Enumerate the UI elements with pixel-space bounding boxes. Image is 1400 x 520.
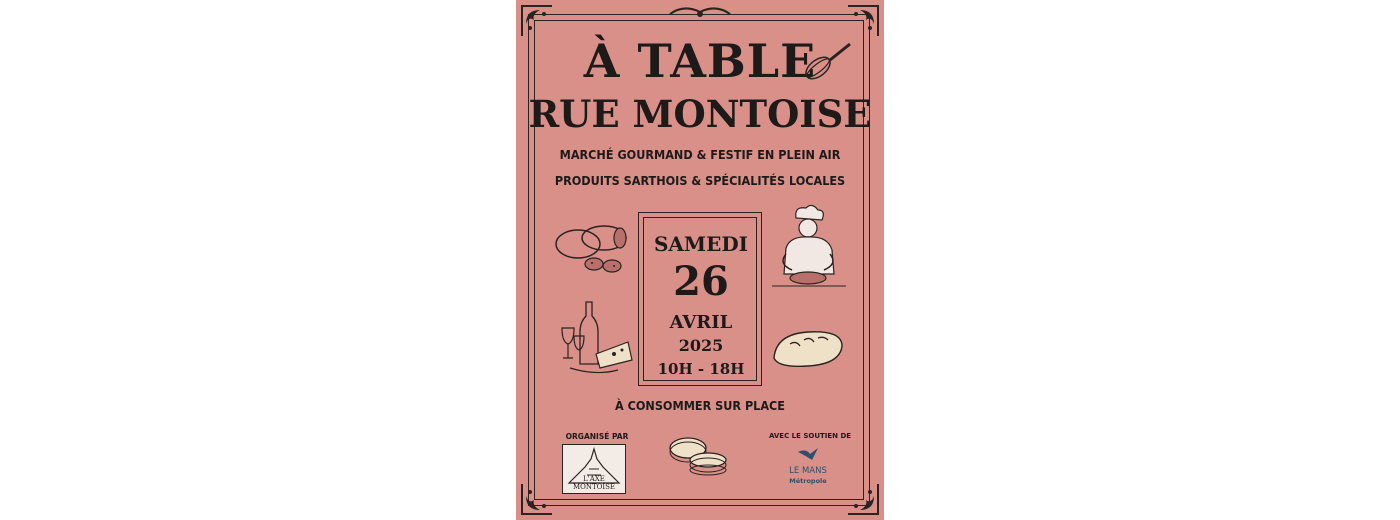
title-line-2: RUE MONTOISE — [528, 92, 872, 136]
corner-ornament-icon — [846, 482, 880, 516]
bread-illustration-icon — [768, 324, 848, 372]
whisk-icon — [802, 40, 854, 80]
organizer-logo-text: L'AXE MONTOISE — [572, 475, 616, 491]
subtitle-line-1: MARCHÉ GOURMAND & FESTIF EN PLEIN AIR — [559, 147, 841, 162]
date-day: SAMEDI — [653, 232, 749, 256]
sponsor-logo-text: LE MANS — [789, 466, 827, 476]
title-line-1: À TABLE — [583, 34, 817, 88]
organizer-label: ORGANISÉ PAR — [565, 432, 629, 441]
sponsor-logo-subtext: Métropole — [789, 477, 827, 485]
date-hours: 10H - 18H — [657, 360, 745, 378]
date-box — [638, 212, 762, 386]
sponsor-label: AVEC LE SOUTIEN DE — [768, 432, 852, 440]
corner-ornament-icon — [520, 482, 554, 516]
corner-ornament-icon — [846, 4, 880, 38]
chef-illustration-icon — [766, 204, 850, 290]
event-poster — [516, 0, 884, 520]
macarons-illustration-icon — [666, 432, 730, 476]
wine-cheese-illustration-icon — [556, 298, 638, 378]
date-month: AVRIL — [669, 312, 733, 333]
subtitle-line-2: PRODUITS SARTHOIS & SPÉCIALITÉS LOCALES — [554, 173, 846, 188]
date-number: 26 — [673, 258, 729, 305]
corner-ornament-icon — [520, 4, 554, 38]
organizer-logo — [562, 444, 626, 494]
consume-on-site-note: À CONSOMMER SUR PLACE — [615, 398, 785, 413]
sausage-illustration-icon — [554, 220, 632, 278]
date-box-inner-frame — [643, 217, 757, 381]
date-year: 2025 — [678, 336, 724, 355]
le-mans-bird-logo-icon — [796, 446, 820, 464]
top-flourish-icon — [666, 4, 734, 20]
